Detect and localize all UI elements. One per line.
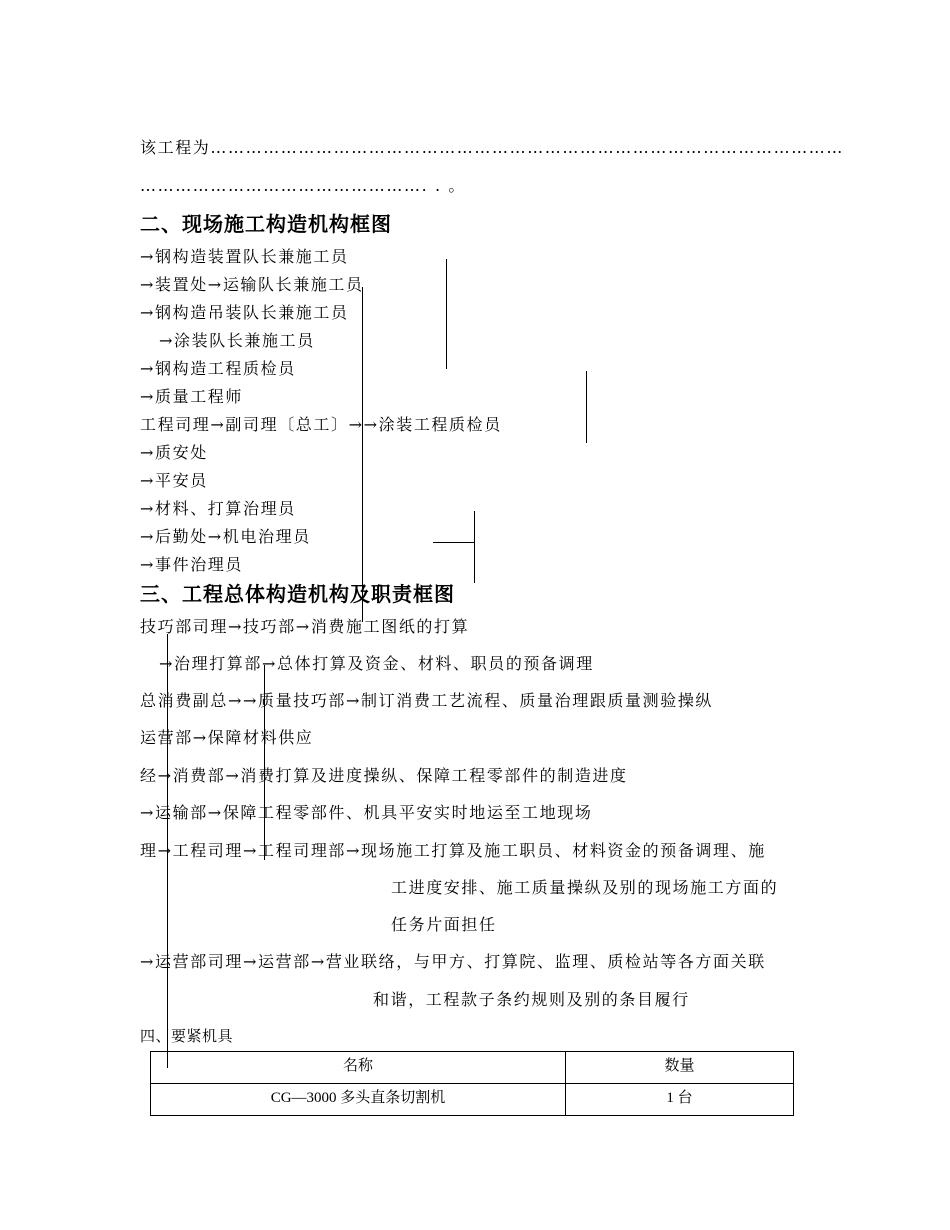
org-line: 总消费副总→→质量技巧部→制订消费工艺流程、质量治理跟质量测验操纵 <box>140 691 714 710</box>
equipment-table <box>150 1051 794 1116</box>
org-line: →治理打算部→总体打算及资金、材料、职员的预备调理 <box>159 654 594 673</box>
connector-line <box>264 665 265 860</box>
org-line: →运输部→保障工程零部件、机具平安实时地运至工地现场 <box>140 803 593 822</box>
org-line: →装置处→运输队长兼施工员 <box>140 275 364 294</box>
table-header-quantity: 数量 <box>566 1052 794 1084</box>
connector-line <box>362 287 363 622</box>
org-line: →钢构造吊装队长兼施工员 <box>140 303 349 322</box>
org-line: →质安处 <box>140 443 208 462</box>
org-line: 任务片面担任 <box>391 915 497 934</box>
org-line: →事件治理员 <box>140 555 244 574</box>
connector-line <box>446 259 447 369</box>
table-row <box>151 1084 794 1116</box>
org-line: →质量工程师 <box>140 387 244 406</box>
intro-line-2: …………………………………………. . 。 <box>140 176 466 195</box>
table-header-name: 名称 <box>151 1052 566 1084</box>
org-line: 工程司理→副司理〔总工〕→→涂装工程质检员 <box>140 415 502 434</box>
org-line: →运营部司理→运营部→营业联络，与甲方、打算院、监理、质检站等各方面关联 <box>140 952 766 971</box>
connector-line <box>586 371 587 443</box>
section-3-heading: 三、工程总体构造机构及职责框图 <box>140 582 455 606</box>
connector-line <box>433 542 475 543</box>
section-2-heading: 二、现场施工构造机构框图 <box>140 212 392 236</box>
org-line: 和谐，工程款子条约规则及别的条目履行 <box>373 990 690 1009</box>
table-cell: CG—3000 多头直条切割机 <box>151 1084 566 1116</box>
section-4-heading: 四、要紧机具 <box>140 1027 234 1045</box>
org-line: 经→消费部→消费打算及进度操纵、保障工程零部件的制造进度 <box>140 766 628 785</box>
org-line: →钢构造工程质检员 <box>140 359 296 378</box>
org-line: 运营部→保障材料供应 <box>140 728 314 747</box>
org-line: →涂装队长兼施工员 <box>159 331 315 350</box>
org-line: →材料、打算治理员 <box>140 499 296 518</box>
org-line: 工进度安排、施工质量操纵及别的现场施工方面的 <box>391 878 779 897</box>
table-header-row <box>151 1052 794 1084</box>
org-line: →后勤处→机电治理员 <box>140 527 311 546</box>
org-line: →钢构造装置队长兼施工员 <box>140 247 349 266</box>
table-cell: 1 台 <box>566 1084 794 1116</box>
org-line: 理→工程司理→工程司理部→现场施工打算及施工职员、材料资金的预备调理、施 <box>140 841 766 860</box>
intro-line-1: 该工程为……………………………………………………………………………………………… <box>140 138 844 157</box>
connector-line <box>167 634 168 1068</box>
org-line: →平安员 <box>140 471 208 490</box>
org-line: 技巧部司理→技巧部→消费施工图纸的打算 <box>140 617 470 636</box>
connector-line <box>474 511 475 583</box>
